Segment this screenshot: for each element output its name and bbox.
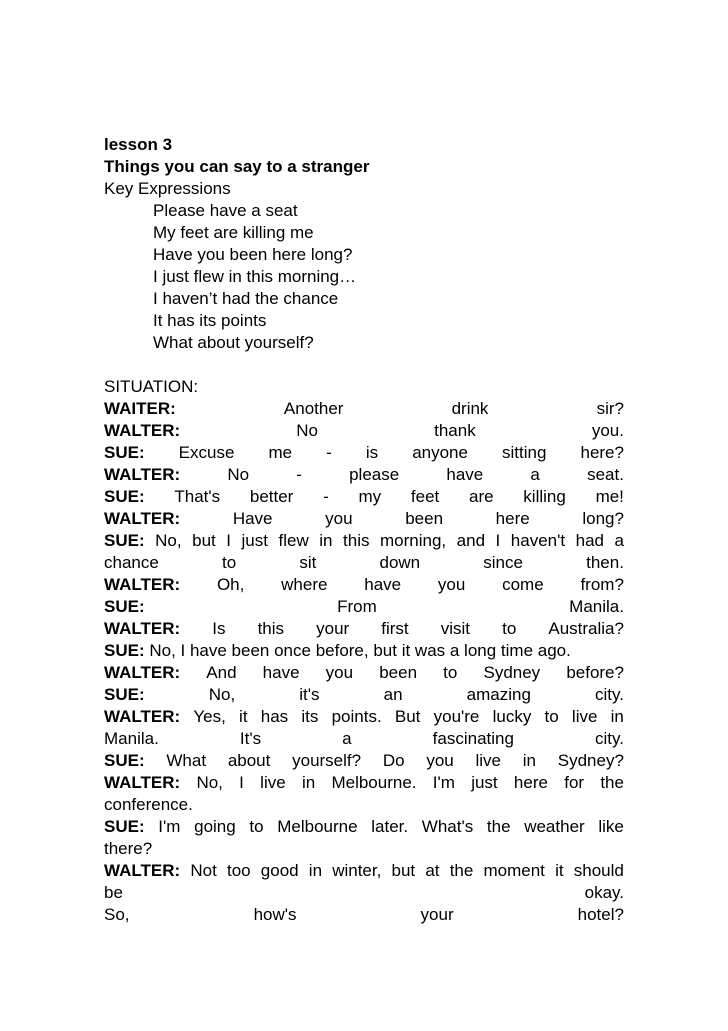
dialogue-word: feet <box>410 487 440 506</box>
dialogue-word: And <box>206 663 237 682</box>
speaker-label: WALTER: <box>104 421 181 440</box>
dialogue-word: this <box>257 619 285 638</box>
dialogue-word: - <box>326 443 332 462</box>
dialogue-word: long? <box>582 509 624 528</box>
dialogue-word: But <box>394 707 421 726</box>
dialogue-word: Melbourne <box>277 817 358 836</box>
expression-item: I haven’t had the chance <box>153 289 339 308</box>
dialogue-line <box>104 860 624 882</box>
speaker-label: WALTER: <box>104 773 181 792</box>
dialogue-line <box>104 552 624 574</box>
expression-item: What about yourself? <box>153 333 314 352</box>
dialogue-word: been <box>405 509 444 528</box>
dialogue-word: but <box>192 531 216 550</box>
dialogue-word: too <box>226 861 251 880</box>
dialogue-word: have <box>262 663 300 682</box>
speaker-label: SUE: <box>104 641 145 660</box>
dialogue-word: then. <box>586 553 624 572</box>
dialogue-word: and <box>456 531 486 550</box>
dialogue-word: me <box>268 443 293 462</box>
dialogue-line <box>104 508 624 530</box>
dialogue-word: That's <box>174 487 221 506</box>
dialogue-word: should <box>573 861 624 880</box>
dialogue-line <box>104 772 624 794</box>
dialogue-word: I'm <box>158 817 181 836</box>
dialogue-word: how's <box>253 905 297 924</box>
dialogue-word: amazing <box>466 685 531 704</box>
dialogue-word: you <box>325 509 353 528</box>
speaker-label: WALTER: <box>104 663 181 682</box>
dialogue-word: No <box>227 465 250 484</box>
dialogue-word: Excuse <box>178 443 235 462</box>
speaker-label: WAITER: <box>104 399 176 418</box>
dialogue-word: have <box>446 465 484 484</box>
speaker-label: SUE: <box>104 685 145 704</box>
dialogue-word: you're <box>433 707 480 726</box>
dialogue-word: sit <box>299 553 317 572</box>
dialogue-word: live <box>475 751 502 770</box>
dialogue-word: at <box>425 861 440 880</box>
dialogue-word: seat. <box>587 465 624 484</box>
dialogue-word: are <box>468 487 494 506</box>
dialogue-word: better <box>249 487 294 506</box>
dialogue-word: live <box>260 773 286 792</box>
dialogue-word: No, <box>196 773 223 792</box>
dialogue-line <box>104 728 624 750</box>
dialogue-text: conference. <box>104 795 193 814</box>
dialogue-word: chance <box>104 553 159 572</box>
dialogue-word: please <box>349 465 400 484</box>
dialogue-line <box>104 574 624 596</box>
dialogue-word: here? <box>580 443 624 462</box>
dialogue-word: killing <box>523 487 566 506</box>
dialogue-word: been <box>379 663 418 682</box>
dialogue-word: where <box>281 575 328 594</box>
dialogue-word: here <box>513 773 548 792</box>
speaker-label: SUE: <box>104 487 145 506</box>
dialogue-word: it <box>239 707 248 726</box>
dialogue-word: my <box>358 487 382 506</box>
dialogue-word: No <box>296 421 319 440</box>
dialogue-word: your <box>316 619 350 638</box>
dialogue-word: From <box>337 597 377 616</box>
dialogue-word: thank <box>434 421 476 440</box>
dialogue-word: It's <box>239 729 262 748</box>
dialogue-line <box>104 750 624 772</box>
dialogue-line <box>104 662 624 684</box>
dialogue-word: - <box>323 487 329 506</box>
dialogue-word: moment <box>483 861 545 880</box>
dialogue-word: the <box>449 861 474 880</box>
dialogue-word: to <box>502 619 517 638</box>
dialogue-word: flew <box>278 531 309 550</box>
speaker-label: WALTER: <box>104 509 181 528</box>
dialogue-word: its <box>301 707 319 726</box>
dialogue-line <box>104 684 624 706</box>
dialogue-word: this <box>343 531 370 550</box>
dialogue-word: anyone <box>412 443 468 462</box>
dialogue-word: is <box>365 443 379 462</box>
dialogue-word: Is <box>212 619 226 638</box>
dialogue-word: about <box>227 751 271 770</box>
dialogue-word: okay. <box>584 883 624 902</box>
speaker-label: SUE: <box>104 531 145 550</box>
dialogue-word: I'm <box>432 773 455 792</box>
dialogue-word: sir? <box>596 399 624 418</box>
dialogue-word: has <box>260 707 289 726</box>
situation-label: SITUATION: <box>104 377 199 396</box>
dialogue-word: in <box>308 861 323 880</box>
dialogue-word: Yes, <box>193 707 226 726</box>
dialogue-word: haven't <box>510 531 566 550</box>
dialogue-word: in <box>522 751 536 770</box>
dialogue-word: later. <box>371 817 409 836</box>
dialogue-word: before? <box>566 663 624 682</box>
speaker-label: WALTER: <box>104 861 181 880</box>
dialogue-word: like <box>598 817 624 836</box>
dialogue-line <box>104 618 624 640</box>
dialogue-word: weather <box>524 817 585 836</box>
dialogue-word: live <box>571 707 598 726</box>
dialogue-line <box>104 838 624 860</box>
dialogue-word: in <box>319 531 333 550</box>
dialogue-word: be <box>104 883 123 902</box>
dialogue-word: to <box>443 663 458 682</box>
dialogue-word: to <box>544 707 559 726</box>
dialogue-word: you. <box>591 421 624 440</box>
dialogue-word: a <box>530 465 540 484</box>
key-expressions-label: Key Expressions <box>104 179 231 198</box>
dialogue-word: you <box>426 751 454 770</box>
speaker-label: WALTER: <box>104 465 181 484</box>
dialogue-word: city. <box>595 729 624 748</box>
dialogue-word: you <box>325 663 354 682</box>
speaker-label: WALTER: <box>104 619 181 638</box>
dialogue-line <box>104 530 624 552</box>
dialogue-text: there? <box>104 839 153 858</box>
dialogue-word: in <box>301 773 316 792</box>
dialogue-line <box>104 816 624 838</box>
dialogue-word: a <box>614 531 624 550</box>
dialogue-line <box>104 398 624 420</box>
dialogue-word: down <box>379 553 421 572</box>
dialogue-word: it's <box>299 685 320 704</box>
dialogue-word: What <box>166 751 207 770</box>
dialogue-line <box>104 596 624 618</box>
dialogue-word: Have <box>232 509 273 528</box>
dialogue-word: Manila. <box>104 729 159 748</box>
dialogue-word: Australia? <box>548 619 624 638</box>
dialogue-word: an <box>383 685 403 704</box>
dialogue-line <box>104 640 624 662</box>
dialogue-word: first <box>381 619 409 638</box>
dialogue-word: points. <box>331 707 382 726</box>
dialogue-word: No, <box>155 531 182 550</box>
dialogue-word: for <box>564 773 585 792</box>
expression-list <box>104 200 624 354</box>
expression-item: I just flew in this morning… <box>153 267 357 286</box>
dialogue-word: but <box>391 861 416 880</box>
dialogue-word: fascinating <box>432 729 514 748</box>
dialogue-word: the <box>600 773 624 792</box>
dialogue-word: No, <box>208 685 236 704</box>
dialogue-word: since <box>483 553 523 572</box>
dialogue-word: Manila. <box>569 597 624 616</box>
expression-item: Have you been here long? <box>153 245 353 264</box>
dialogue-word: Sydney <box>483 663 541 682</box>
dialogue-line <box>104 442 624 464</box>
dialogue-word: morning, <box>380 531 447 550</box>
dialogue-word: I <box>239 773 244 792</box>
dialogue-word: Melbourne. <box>331 773 417 792</box>
dialogue-word: just <box>241 531 268 550</box>
dialogue-word: the <box>486 817 511 836</box>
dialogue-word: Do <box>382 751 405 770</box>
dialogue-word: sitting <box>502 443 547 462</box>
dialogue-word: a <box>342 729 352 748</box>
spacer <box>104 354 624 376</box>
dialogue-word: Another <box>283 399 344 418</box>
dialogue-word: me! <box>595 487 624 506</box>
dialogue-word: city. <box>595 685 624 704</box>
dialogue-word: to <box>249 817 264 836</box>
dialogue-word: have <box>364 575 402 594</box>
lesson-title: Things you can say to a stranger <box>104 157 370 176</box>
dialogue-word: going <box>194 817 236 836</box>
dialogue-line <box>104 794 624 816</box>
dialogue-word: winter, <box>332 861 382 880</box>
dialogue-word: it <box>555 861 564 880</box>
dialogue-word: I <box>226 531 232 550</box>
lesson-number: lesson 3 <box>104 135 173 154</box>
speaker-label: WALTER: <box>104 707 181 726</box>
speaker-label: SUE: <box>104 597 145 616</box>
dialogue-line <box>104 420 624 442</box>
dialogue-word: hotel? <box>577 905 624 924</box>
speaker-label: WALTER: <box>104 575 181 594</box>
dialogue-word: in <box>610 707 624 726</box>
dialogue-line <box>104 464 624 486</box>
speaker-label: SUE: <box>104 817 145 836</box>
dialogue-word: just <box>471 773 498 792</box>
dialogue-word: you <box>437 575 466 594</box>
expression-item: My feet are killing me <box>153 223 314 242</box>
dialogue-word: - <box>296 465 302 484</box>
expression-item: Please have a seat <box>153 201 298 220</box>
dialogue-text: No, I have been once before, but it was a long time ago. <box>144 641 571 660</box>
dialogue-word: Sydney? <box>557 751 624 770</box>
dialogue-word: lucky <box>492 707 532 726</box>
dialogue-word: drink <box>451 399 489 418</box>
dialogue-word: come <box>502 575 544 594</box>
expression-item: It has its points <box>153 311 267 330</box>
dialogue-word: Not <box>190 861 217 880</box>
dialogue-line <box>104 904 624 926</box>
dialogue-word: I <box>495 531 501 550</box>
dialogue-word: to <box>221 553 237 572</box>
dialogue-word: good <box>260 861 299 880</box>
dialogue-line <box>104 486 624 508</box>
dialogue-word: had <box>575 531 604 550</box>
dialogue-line <box>104 882 624 904</box>
dialogue-word: What's <box>421 817 474 836</box>
dialogue-word: from? <box>580 575 624 594</box>
speaker-label: SUE: <box>104 751 145 770</box>
dialogue-word: yourself? <box>292 751 362 770</box>
dialogue-word: visit <box>440 619 471 638</box>
dialogue-word: your <box>420 905 454 924</box>
document-page <box>104 134 624 926</box>
dialogue-word: So, <box>104 905 130 924</box>
dialogue-line <box>104 706 624 728</box>
dialogue-word: Oh, <box>216 575 245 594</box>
dialogue <box>104 398 624 926</box>
dialogue-word: here <box>495 509 530 528</box>
speaker-label: SUE: <box>104 443 145 462</box>
